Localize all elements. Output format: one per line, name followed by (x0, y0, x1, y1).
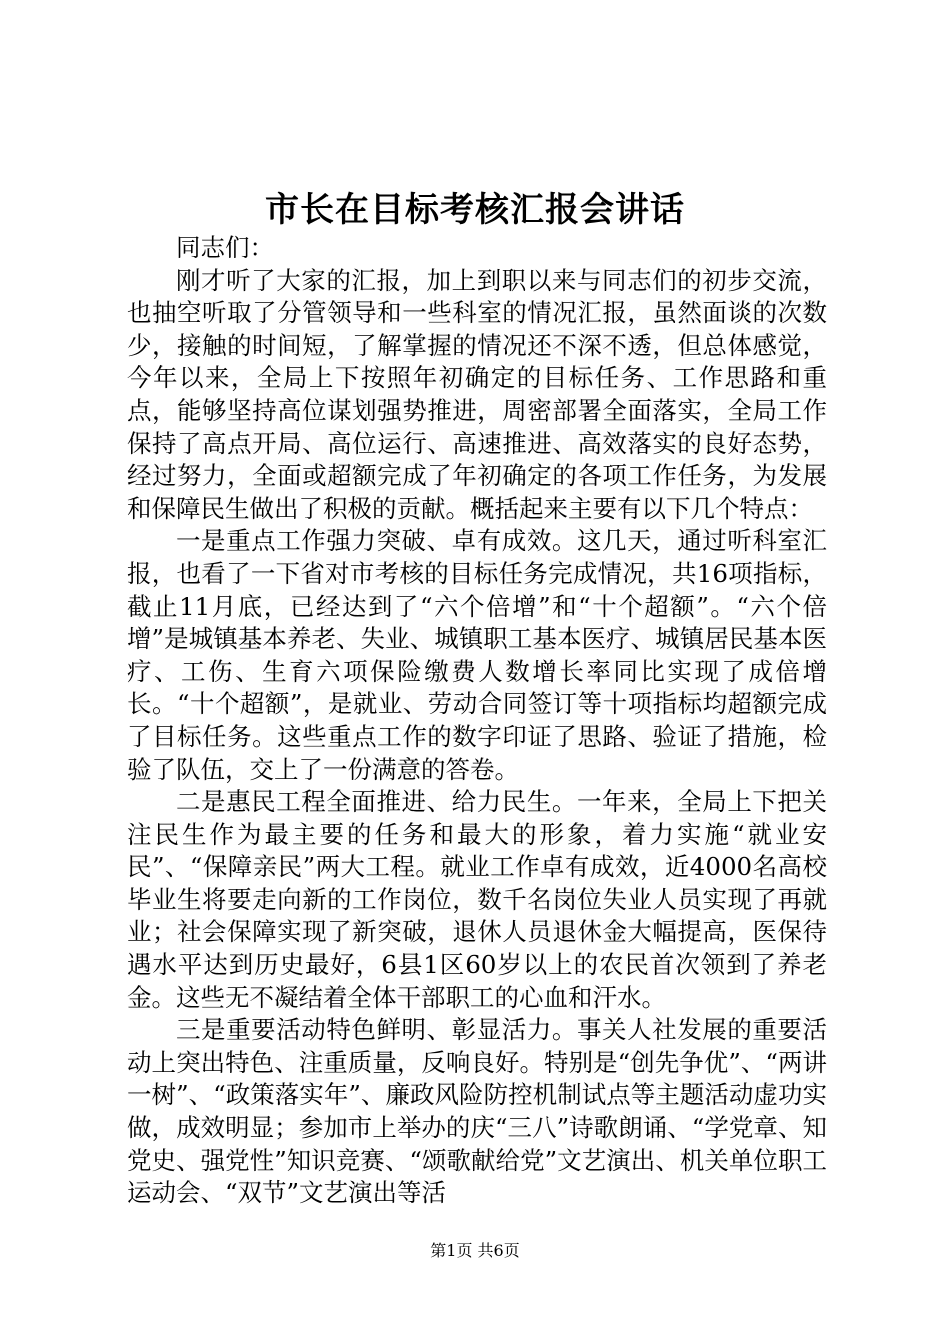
document-body (127, 232, 827, 1210)
point-one-paragraph: 一是重点工作强力突破、卓有成效。这几天，通过听科室汇报，也看了一下省对市考核的目标任务完成情况，共16项指标，截止11月底，已经达到了“六个倍增”和“十个超额”。“六个倍增”是城镇基本养老、失业、城镇职工基本医疗、城镇居民基本医疗、工伤、生育六项保险缴费人数增长率同比实现了成倍增长。“十个超额”，是就业、劳动合同签订等十项指标均超额完成了目标任务。这些重点工作的数字印证了思路、验证了措施，检验了队伍，交上了一份满意的答卷。 (127, 526, 827, 784)
point-two-paragraph: 二是惠民工程全面推进、给力民生。一年来，全局上下把关注民生作为最主要的任务和最大的形象，着力实施“就业安民”、“保障亲民”两大工程。就业工作卓有成效，近4000名高校毕业生将要走向新的工作岗位，数千名岗位失业人员实现了再就业；社会保障实现了新突破，退休人员退休金大幅提高，医保待遇水平达到历史最好，6县1区60岁以上的农民首次领到了养老金。这些无不凝结着全体干部职工的心血和汗水。 (127, 787, 827, 1012)
point-three-paragraph: 三是重要活动特色鲜明、彰显活力。事关人社发展的重要活动上突出特色、注重质量，反响良好。特别是“创先争优”、“两讲一树”、“政策落实年”、廉政风险防控机制试点等主题活动虚功实做，成效明显；参加市上举办的庆“三八”诗歌朗诵、“学党章、知党史、强党性”知识竞赛、“颂歌献给党”文艺演出、机关单位职工运动会、“双节”文艺演出等活 (127, 1015, 827, 1208)
page-number-footer: 第1页 共6页 (430, 1241, 520, 1260)
salutation-paragraph: 同志们： (176, 233, 274, 262)
intro-paragraph: 刚才听了大家的汇报，加上到职以来与同志们的初步交流，也抽空听取了分管领导和一些科室的情况汇报，虽然面谈的次数少，接触的时间短，了解掌握的情况还不深不透，但总体感觉，今年以来，全局上下按照年初确定的目标任务、工作思路和重点，能够坚持高位谋划强势推进，周密部署全面落实，全局工作保持了高点开局、高位运行、高速推进、高效落实的良好态势，经过努力，全面或超额完成了年初确定的各项工作任务，为发展和保障民生做出了积极的贡献。概括起来主要有以下几个特点： (127, 265, 827, 523)
document-title: 市长在目标考核汇报会讲话 (265, 190, 685, 230)
